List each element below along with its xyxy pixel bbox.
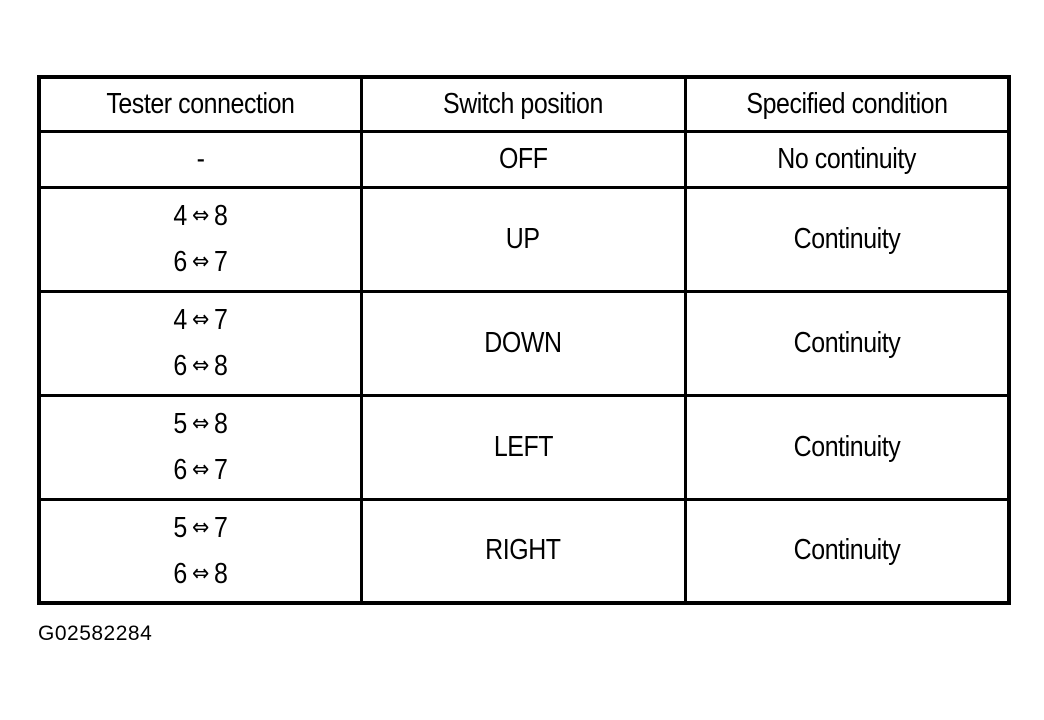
double-arrow-icon: ⇔ xyxy=(191,247,209,275)
cell-position: UP xyxy=(361,187,685,291)
terminal-a: 4 xyxy=(173,304,187,336)
header-tester-connection: Tester connection xyxy=(39,77,361,131)
cell-position: LEFT xyxy=(361,395,685,499)
table-row-left xyxy=(39,395,1009,499)
double-arrow-icon: ⇔ xyxy=(191,201,209,229)
cell-connection: - xyxy=(39,131,361,187)
terminal-b: 8 xyxy=(213,408,228,440)
terminal-b: 7 xyxy=(213,511,228,544)
cell-condition: No continuity xyxy=(685,131,1009,187)
terminal-a: 6 xyxy=(173,454,187,486)
terminal-b: 8 xyxy=(213,350,228,382)
table-row-off xyxy=(39,131,1009,187)
table-header-row xyxy=(39,77,1009,131)
cell-condition: Continuity xyxy=(685,187,1009,291)
double-arrow-icon: ⇔ xyxy=(191,558,209,587)
header-switch-position: Switch position xyxy=(361,77,685,131)
connection-line xyxy=(41,239,360,285)
connection-line xyxy=(41,447,360,493)
cell-condition: Continuity xyxy=(685,291,1009,395)
cell-position: RIGHT xyxy=(361,499,685,603)
terminal-b: 7 xyxy=(213,454,228,486)
cell-connection xyxy=(39,187,361,291)
terminal-a: 6 xyxy=(173,350,187,382)
connection-line xyxy=(41,551,360,597)
double-arrow-icon: ⇔ xyxy=(191,409,209,437)
cell-connection xyxy=(39,395,361,499)
cell-connection xyxy=(39,499,361,603)
terminal-b: 7 xyxy=(213,304,228,336)
terminal-a: 6 xyxy=(173,246,187,278)
cell-condition: Continuity xyxy=(685,395,1009,499)
connection-line xyxy=(41,343,360,389)
table-row-up xyxy=(39,187,1009,291)
table-row-down xyxy=(39,291,1009,395)
double-arrow-icon: ⇔ xyxy=(191,305,209,333)
header-specified-condition: Specified condition xyxy=(685,77,1009,131)
terminal-b: 8 xyxy=(213,557,228,590)
terminal-a: 4 xyxy=(173,200,187,232)
connection-line xyxy=(41,401,360,447)
connection-line xyxy=(41,193,360,239)
cell-connection xyxy=(39,291,361,395)
terminal-a: 5 xyxy=(173,511,187,544)
terminal-b: 8 xyxy=(213,200,228,232)
connection-line xyxy=(41,297,360,343)
cell-position: DOWN xyxy=(361,291,685,395)
cell-condition: Continuity xyxy=(685,499,1009,603)
table-row-right xyxy=(39,499,1009,603)
double-arrow-icon: ⇔ xyxy=(191,455,209,483)
connection-line xyxy=(41,505,360,551)
double-arrow-icon: ⇔ xyxy=(191,351,209,379)
terminal-a: 6 xyxy=(173,557,187,590)
double-arrow-icon: ⇔ xyxy=(191,512,209,541)
terminal-b: 7 xyxy=(213,246,228,278)
figure-id: G02582284 xyxy=(38,622,153,645)
cell-position: OFF xyxy=(361,131,685,187)
switch-continuity-table xyxy=(37,75,1011,605)
terminal-a: 5 xyxy=(173,408,187,440)
